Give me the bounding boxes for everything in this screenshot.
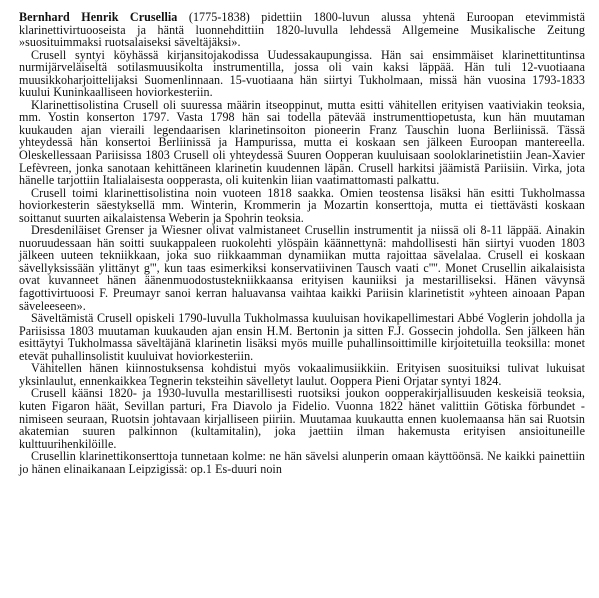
paragraph-instruments: Dresdeniläiset Grenser ja Wiesner olivat valmistaneet Crusellin instrumentit ja niissä oli 8-11 läppää. Ainakin nuoruudessaan hän soitti suukappaleen ruokolehti ylöspäin käännettynä: mahdollisesti hän siirtyi vuoden 1803 jälkeen uuteen tekniikkaan, joka suo riikkaamman dynamiikan mutta rajoittaa sävelalaa. Crusell ei koskaan sävellyksissään ylittänyt g''', kun taas esimerkiksi konservatiivinen Tausch vaati c''''. Monet Crusellin aikalaisista ovat kuvanneet hänen äänenmuodostustekniikkaansa erityisen kauniiksi ja mestarilliseksi. Hänen vävynsä fagottivirtuoosi F. Preumayr sanoi kerran haluavansa vaihtaa kaikki Pariisin klarinetistit »yhteen ainoaan Papan säveleeseen». (19, 223, 585, 313)
paragraph-soloist: Klarinettisolistina Crusell oli suuressa määrin itseoppinut, mutta esitti vähitellen erityisen vaativiakin teoksia, mm. Yostin konserton 1797. Vasta 1798 hän sai todella pätevää instrumenttiopetusta, kun hän muutaman kuukauden ajan vieraili legendaarisen klarinetinsoiton pioneerin Franz Tauschin luona Berliinissä. Tässä yhteydessä hän konsertoi Berliinissä ja Hampurissa, mutta ei koskaan sen jälkeen Euroopan mantereella. Oleskellessaan Pariisissa 1803 Crusell oli yhteydessä Suuren Oopperan kuuluisaan sooloklarinetistiin Jean-Xavier Lefèvreen, jonka sanotaan kehittäneen klarinetin kuudennen läpän. Crusell harkitsi jäämistä Pariisiin. Virka, jota hänelle tarjottiin Italialaisesta oopperasta, oli kuitenkin liian vaatimattomasti palkattu. (19, 97, 585, 188)
paragraph-vocal: Vähitellen hänen kiinnostuksensa kohdistui myös vokaalimusiikkiin. Erityisen suosituiksi tulivat lukuisat yksinlaulut, ennenkaikkea Tegnerin teksteihin sävelletyt laulut. Ooppera Pieni Orjatar syntyi 1824. (19, 361, 585, 388)
paragraph-translations: Crusell käänsi 1820- ja 1930-luvulla mestarillisesti ruotsiksi joukon oopperakirjallisuuden keskeisiä teoksia, kuten Figaron häät, Sevillan parturi, Fra Diavolo ja Fidelio. Vuonna 1822 hänet valittiin Götiska förbundet -nimiseen seuraan, Ruotsin johtavaan kirjalliseen piiriin. Muutamaa kuukautta ennen kuolemaansa hän sai Ruotsin akatemian suuren palkinnon (kultamitalin), joka jaettiin ilman hakemusta erityisen ansioituneille kulttuurihenkilöille. (19, 386, 585, 451)
paragraph-career: Crusell toimi klarinettisolistina noin vuoteen 1818 saakka. Omien teostensa lisäksi hän esitti Tukholmassa hoviorkesterin säestyksellä mm. Winterin, Krommerin ja Mozartin konserttoja, mutta ei tiettävästi koskaan soittanut suurten aikalaistensa Weberin ja Spohrin teoksia. (19, 185, 585, 225)
paragraph-birth: Crusell syntyi köyhässä kirjansitojakodissa Uudessakaupungissa. Hän sai ensimmäiset klarinettituntinsa nurmijärveläiseltä sotilasmuusikolta instrumentilla, jossa oli vain kaksi läppää. Hän tuli 12-vuotiaana muusikkoharjoittelijaksi Suomenlinnaan. 15-vuotiaana hän siirtyi Tukholmaan, missä hän vuosina 1793-1833 kuului Kuninkaalliseen hoviorkesteriin. (19, 47, 585, 100)
paragraph-intro (19, 11, 585, 49)
paragraph-composition: Säveltämistä Crusell opiskeli 1790-luvulla Tukholmassa kuuluisan hovikapellimestari Abbé Voglerin johdolla ja Pariisissa 1803 muutaman kuukauden ajan ensin H.M. Bertonin ja sitten F.J. Gossecin johdolla. Sen jälkeen hän esittäytyi Tukholmassa säveltäjänä klarinetin lisäksi myös muille puhallinsoittimille kirjoitetuilla teoksilla: monet etevät puhallinsolistit kuuluivat hoviorkesteriin. (19, 311, 585, 363)
paragraph-concertos: Crusellin klarinettikonserttoja tunnetaan kolme: ne hän sävelsi alunperin omaan käyttöönsä. Ne kaikki painettiin jo hänen elinaikanaan Leipzigissä: op.1 Es-duuri noin (19, 449, 585, 476)
lead-text: (1775-1838) pidettiin 1800-luvun alussa yhtenä Euroopan etevimmistä klarinettivirtuooseista ja häntä luonnehdittiin 1820-luvulla lehdessä Allgemeine Musikalische Zeitung »suosituimmaksi ruotsalaiseksi säveltäjäksi». (19, 10, 585, 50)
lead-name: Bernhard Henrik Crusellia (19, 10, 178, 24)
